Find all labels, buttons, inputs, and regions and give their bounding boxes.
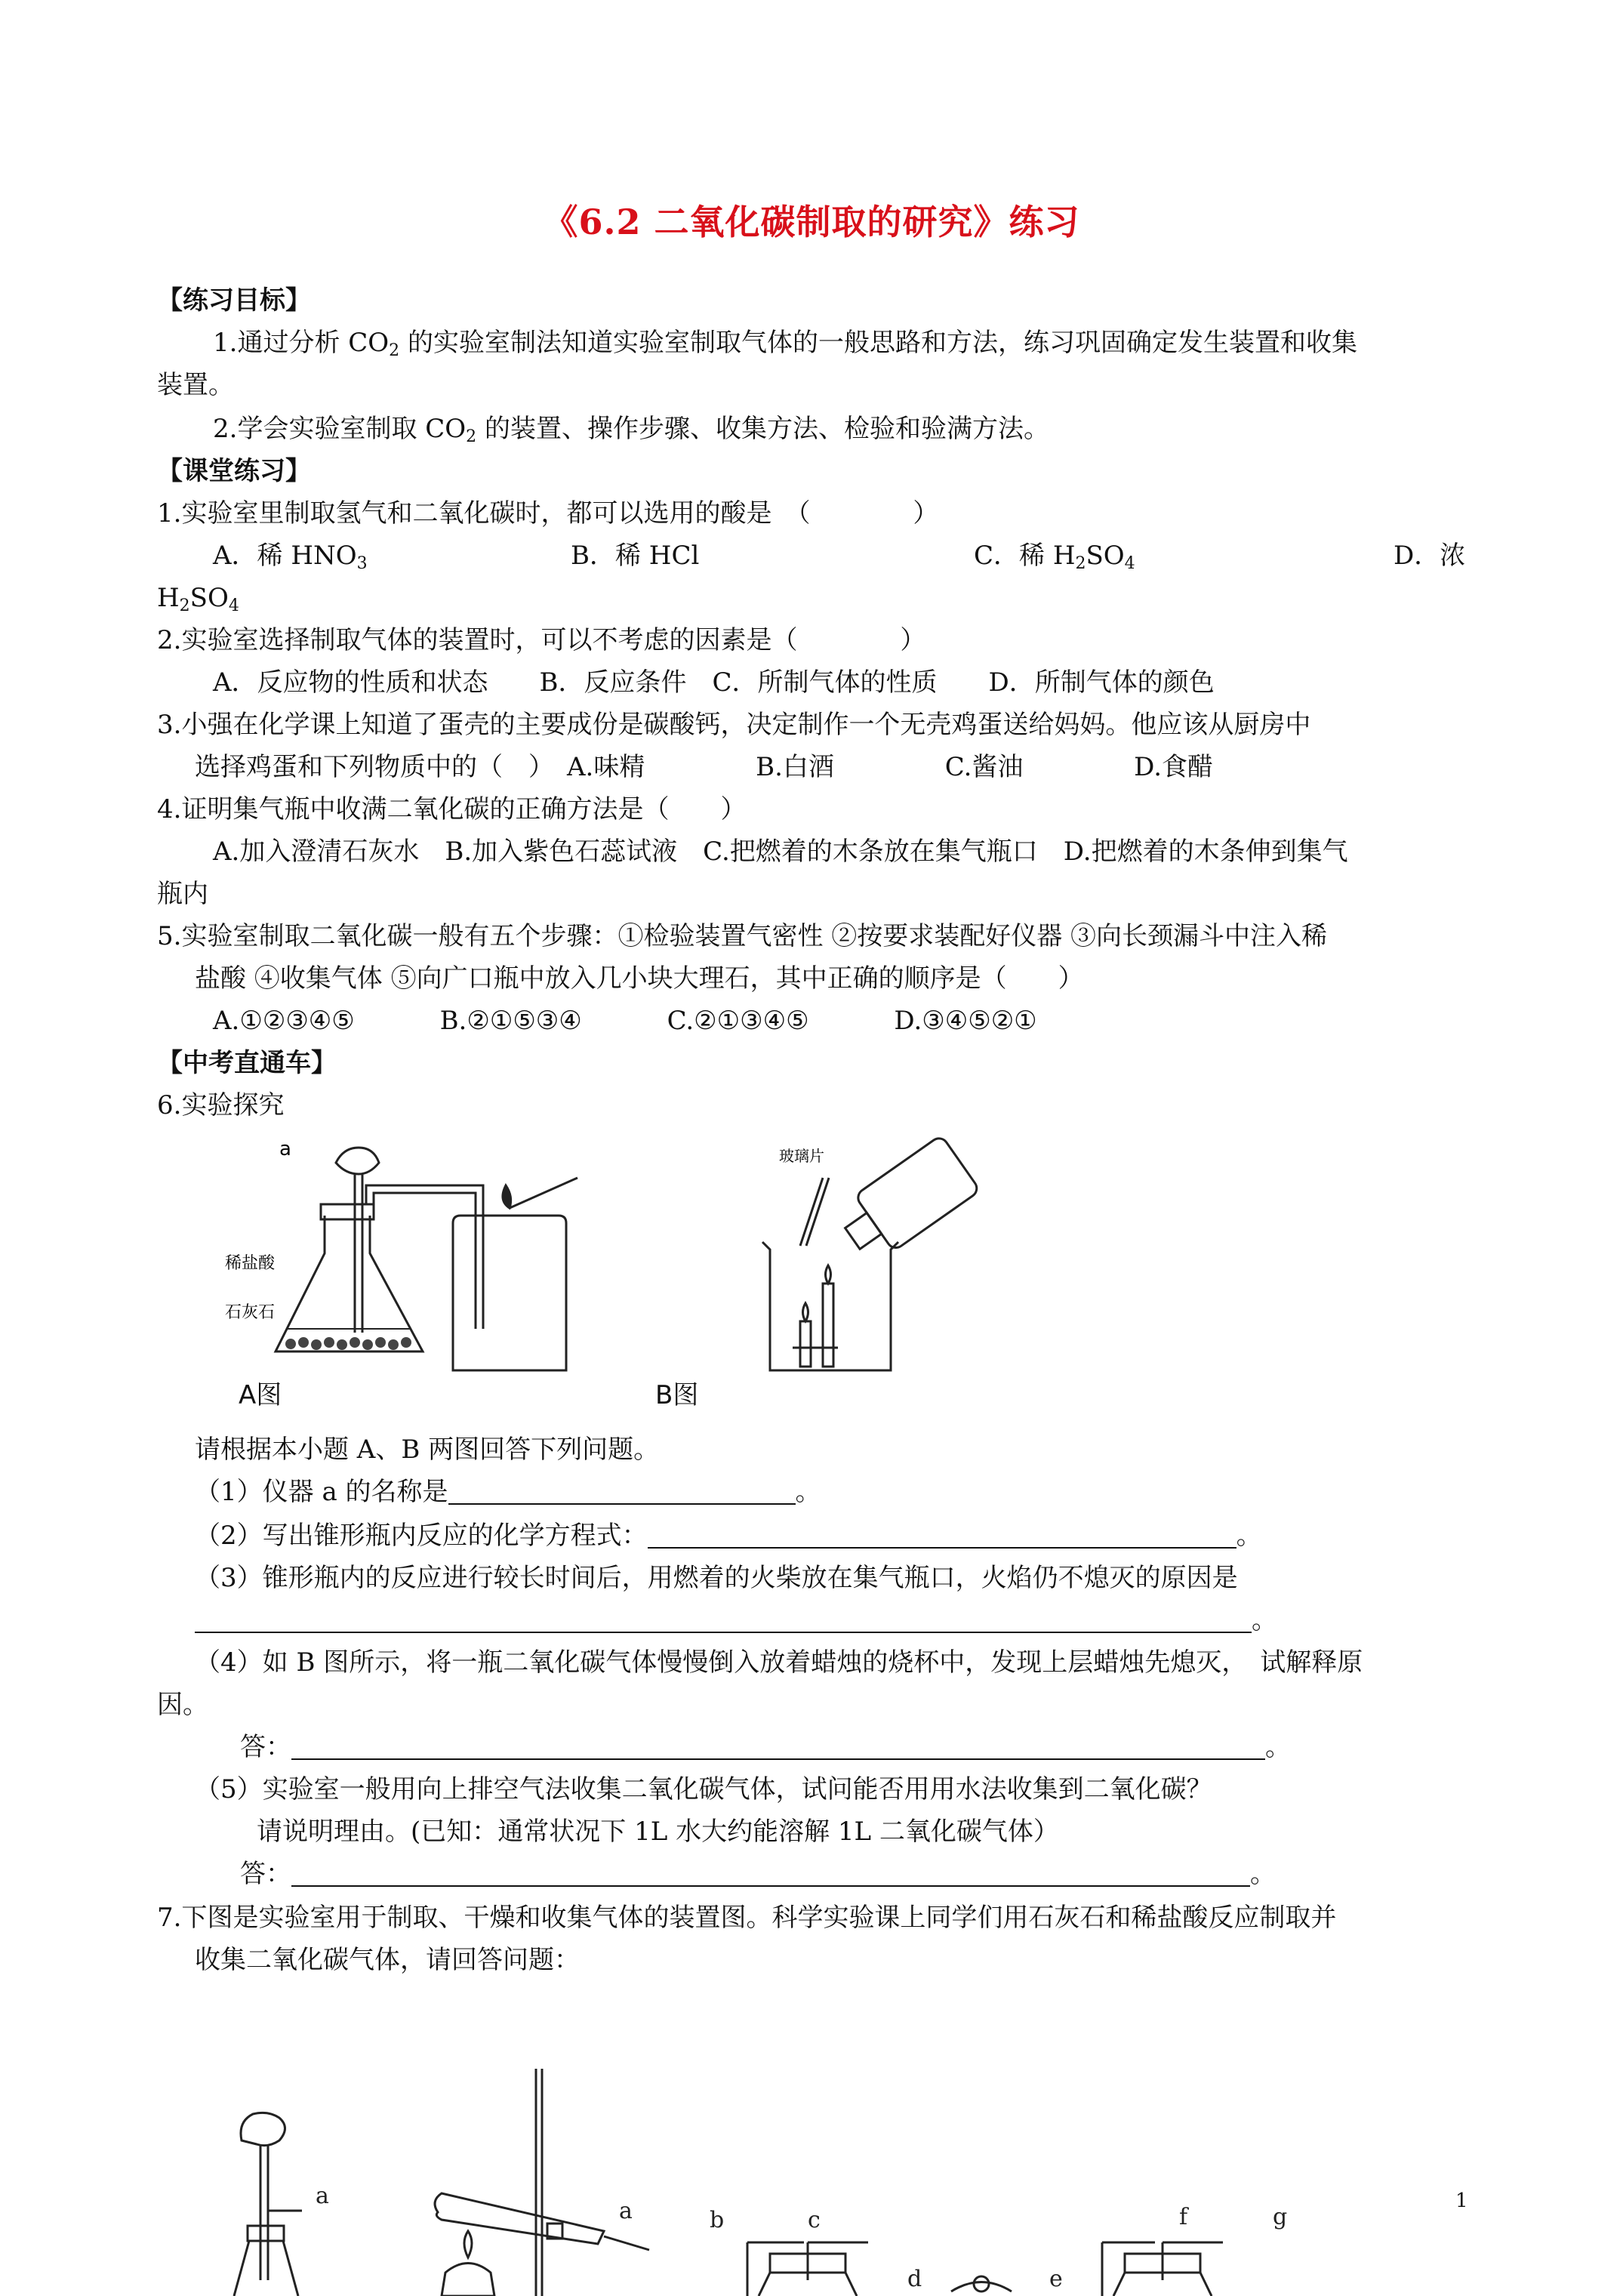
answer-blank-4[interactable] bbox=[291, 1736, 1265, 1760]
q5-options: A.①②③④⑤ B.②①⑤③④ C.②①③④⑤ D.③④⑤②① bbox=[213, 1006, 1037, 1036]
q1-option-d: D．浓 bbox=[1394, 541, 1466, 571]
answer-blank-5[interactable] bbox=[291, 1863, 1250, 1887]
answer-blank-2[interactable] bbox=[648, 1524, 1236, 1549]
question-1-stem: 1.实验室里制取氢气和二氧化碳时，都可以选用的酸是 （ ） bbox=[157, 498, 939, 529]
goal-2: 2.学会实验室制取 $CO_2$ 的装置、操作步骤、收集方法、检验和验满方法。 bbox=[213, 414, 1049, 446]
question-3-line1: 3.小强在化学课上知道了蛋壳的主要成份是碳酸钙，决定制作一个无壳鸡蛋送给妈妈。他应该从厨房中 bbox=[157, 710, 1311, 740]
answer-blank-1[interactable] bbox=[448, 1481, 796, 1505]
q6-part-3-answer: 。 bbox=[195, 1605, 1277, 1635]
q7-label-a1: a bbox=[316, 2183, 329, 2209]
q6-part-2: （2）写出锥形瓶内反应的化学方程式： 。 bbox=[195, 1521, 1262, 1551]
q7-label-g: g bbox=[1273, 2204, 1288, 2230]
q7-label-c: c bbox=[808, 2207, 821, 2233]
figure-a-apparatus bbox=[211, 1133, 589, 1382]
q4-options-cont: 瓶内 bbox=[157, 879, 208, 909]
q6-part-3: （3）锥形瓶内的反应进行较长时间后，用燃着的火柴放在集气瓶口，火焰仍不熄灭的原因是 bbox=[195, 1563, 1238, 1593]
section-header-goals: 【练习目标】 bbox=[157, 285, 311, 316]
q1-option-c: C．稀 $H_2SO_4$ bbox=[974, 541, 1135, 573]
answer-blank-3[interactable] bbox=[195, 1609, 1252, 1633]
q6-part-1: （1）仪器 a 的名称是 。 bbox=[195, 1477, 821, 1507]
question-7-line1: 7.下图是实验室用于制取、干燥和收集气体的装置图。科学实验课上同学们用石灰石和稀盐酸反应制取并 bbox=[157, 1903, 1337, 1933]
fig-a-label-acid: 稀盐酸 bbox=[225, 1254, 276, 1273]
q6-part-5-cont: 请说明理由。(已知：通常状况下 1L 水大约能溶解 1L 二氧化碳气体） bbox=[257, 1817, 1059, 1847]
goal-1: 1.通过分析 $CO_2$ 的实验室制法知道实验室制取气体的一般思路和方法，练习巩固确定发生装置和收集 bbox=[213, 328, 1357, 360]
q1-option-d-cont: $H_2SO_4$ bbox=[157, 583, 239, 615]
fig-b-label-glass: 玻璃片 bbox=[779, 1147, 824, 1165]
q6-part-4-cont: 因。 bbox=[157, 1690, 208, 1720]
question-3-line2: 选择鸡蛋和下列物质中的（ ） A.味精 B.白酒 C.酱油 D.食醋 bbox=[195, 752, 1214, 782]
q7-label-d: d bbox=[907, 2266, 922, 2292]
section-header-class: 【课堂练习】 bbox=[157, 456, 311, 486]
q7-label-a2: a bbox=[619, 2198, 633, 2224]
q2-options: A．反应物的性质和状态 B．反应条件 C．所制气体的性质 D．所制气体的颜色 bbox=[213, 667, 1215, 698]
question-5-line2: 盐酸 ④收集气体 ⑤向广口瓶中放入几小块大理石，其中正确的顺序是（ ） bbox=[195, 963, 1084, 994]
q1-option-b: B．稀 HCl bbox=[571, 541, 700, 571]
q6-part-5-answer: 答： 。 bbox=[240, 1859, 1276, 1889]
question-5-line1: 5.实验室制取二氧化碳一般有五个步骤：①检验装置气密性 ②按要求装配好仪器 ③向长颈漏斗中注入稀 bbox=[157, 921, 1328, 951]
figure-q7-apparatus bbox=[226, 2069, 1359, 2296]
section-header-exam: 【中考直通车】 bbox=[157, 1048, 337, 1078]
q7-label-e: e bbox=[1049, 2266, 1063, 2292]
question-4-stem: 4.证明集气瓶中收满二氧化碳的正确方法是（ ） bbox=[157, 794, 747, 824]
page-title: 《6.2 二氧化碳制取的研究》练习 bbox=[543, 202, 1080, 242]
question-7-line2: 收集二氧化碳气体，请回答问题： bbox=[195, 1945, 580, 1975]
question-6-stem: 6.实验探究 bbox=[157, 1090, 285, 1120]
fig-a-label-stone: 石灰石 bbox=[225, 1303, 276, 1322]
q6-part-4: （4）如 B 图所示，将一瓶二氧化碳气体慢慢倒入放着蜡烛的烧杯中，发现上层蜡烛先熄灭， 试解释原 bbox=[195, 1647, 1363, 1678]
figure-b-apparatus bbox=[747, 1133, 989, 1382]
figure-b-caption: B图 bbox=[655, 1380, 699, 1410]
q4-options: A.加入澄清石灰水 B.加入紫色石蕊试液 C.把燃着的木条放在集气瓶口 D.把燃着的木条伸到集气 bbox=[213, 837, 1348, 867]
q7-label-b: b bbox=[710, 2207, 725, 2233]
page-number: 1 bbox=[1455, 2190, 1468, 2212]
fig-a-label-a: a bbox=[279, 1138, 291, 1160]
question-2-stem: 2.实验室选择制取气体的装置时，可以不考虑的因素是（ ） bbox=[157, 625, 926, 655]
q6-part-5: （5）实验室一般用向上排空气法收集二氧化碳气体，试问能否用用水法收集到二氧化碳？ bbox=[195, 1774, 1212, 1804]
goal-1-cont: 装置。 bbox=[157, 370, 234, 400]
q7-label-f: f bbox=[1179, 2204, 1188, 2230]
figure-a-caption: A图 bbox=[239, 1380, 282, 1410]
q1-option-a: A．稀 $HNO_3$ bbox=[213, 541, 368, 573]
q6-part-4-answer: 答： 。 bbox=[240, 1732, 1291, 1762]
q6-intro: 请根据本小题 A、B 两图回答下列问题。 bbox=[195, 1435, 660, 1465]
